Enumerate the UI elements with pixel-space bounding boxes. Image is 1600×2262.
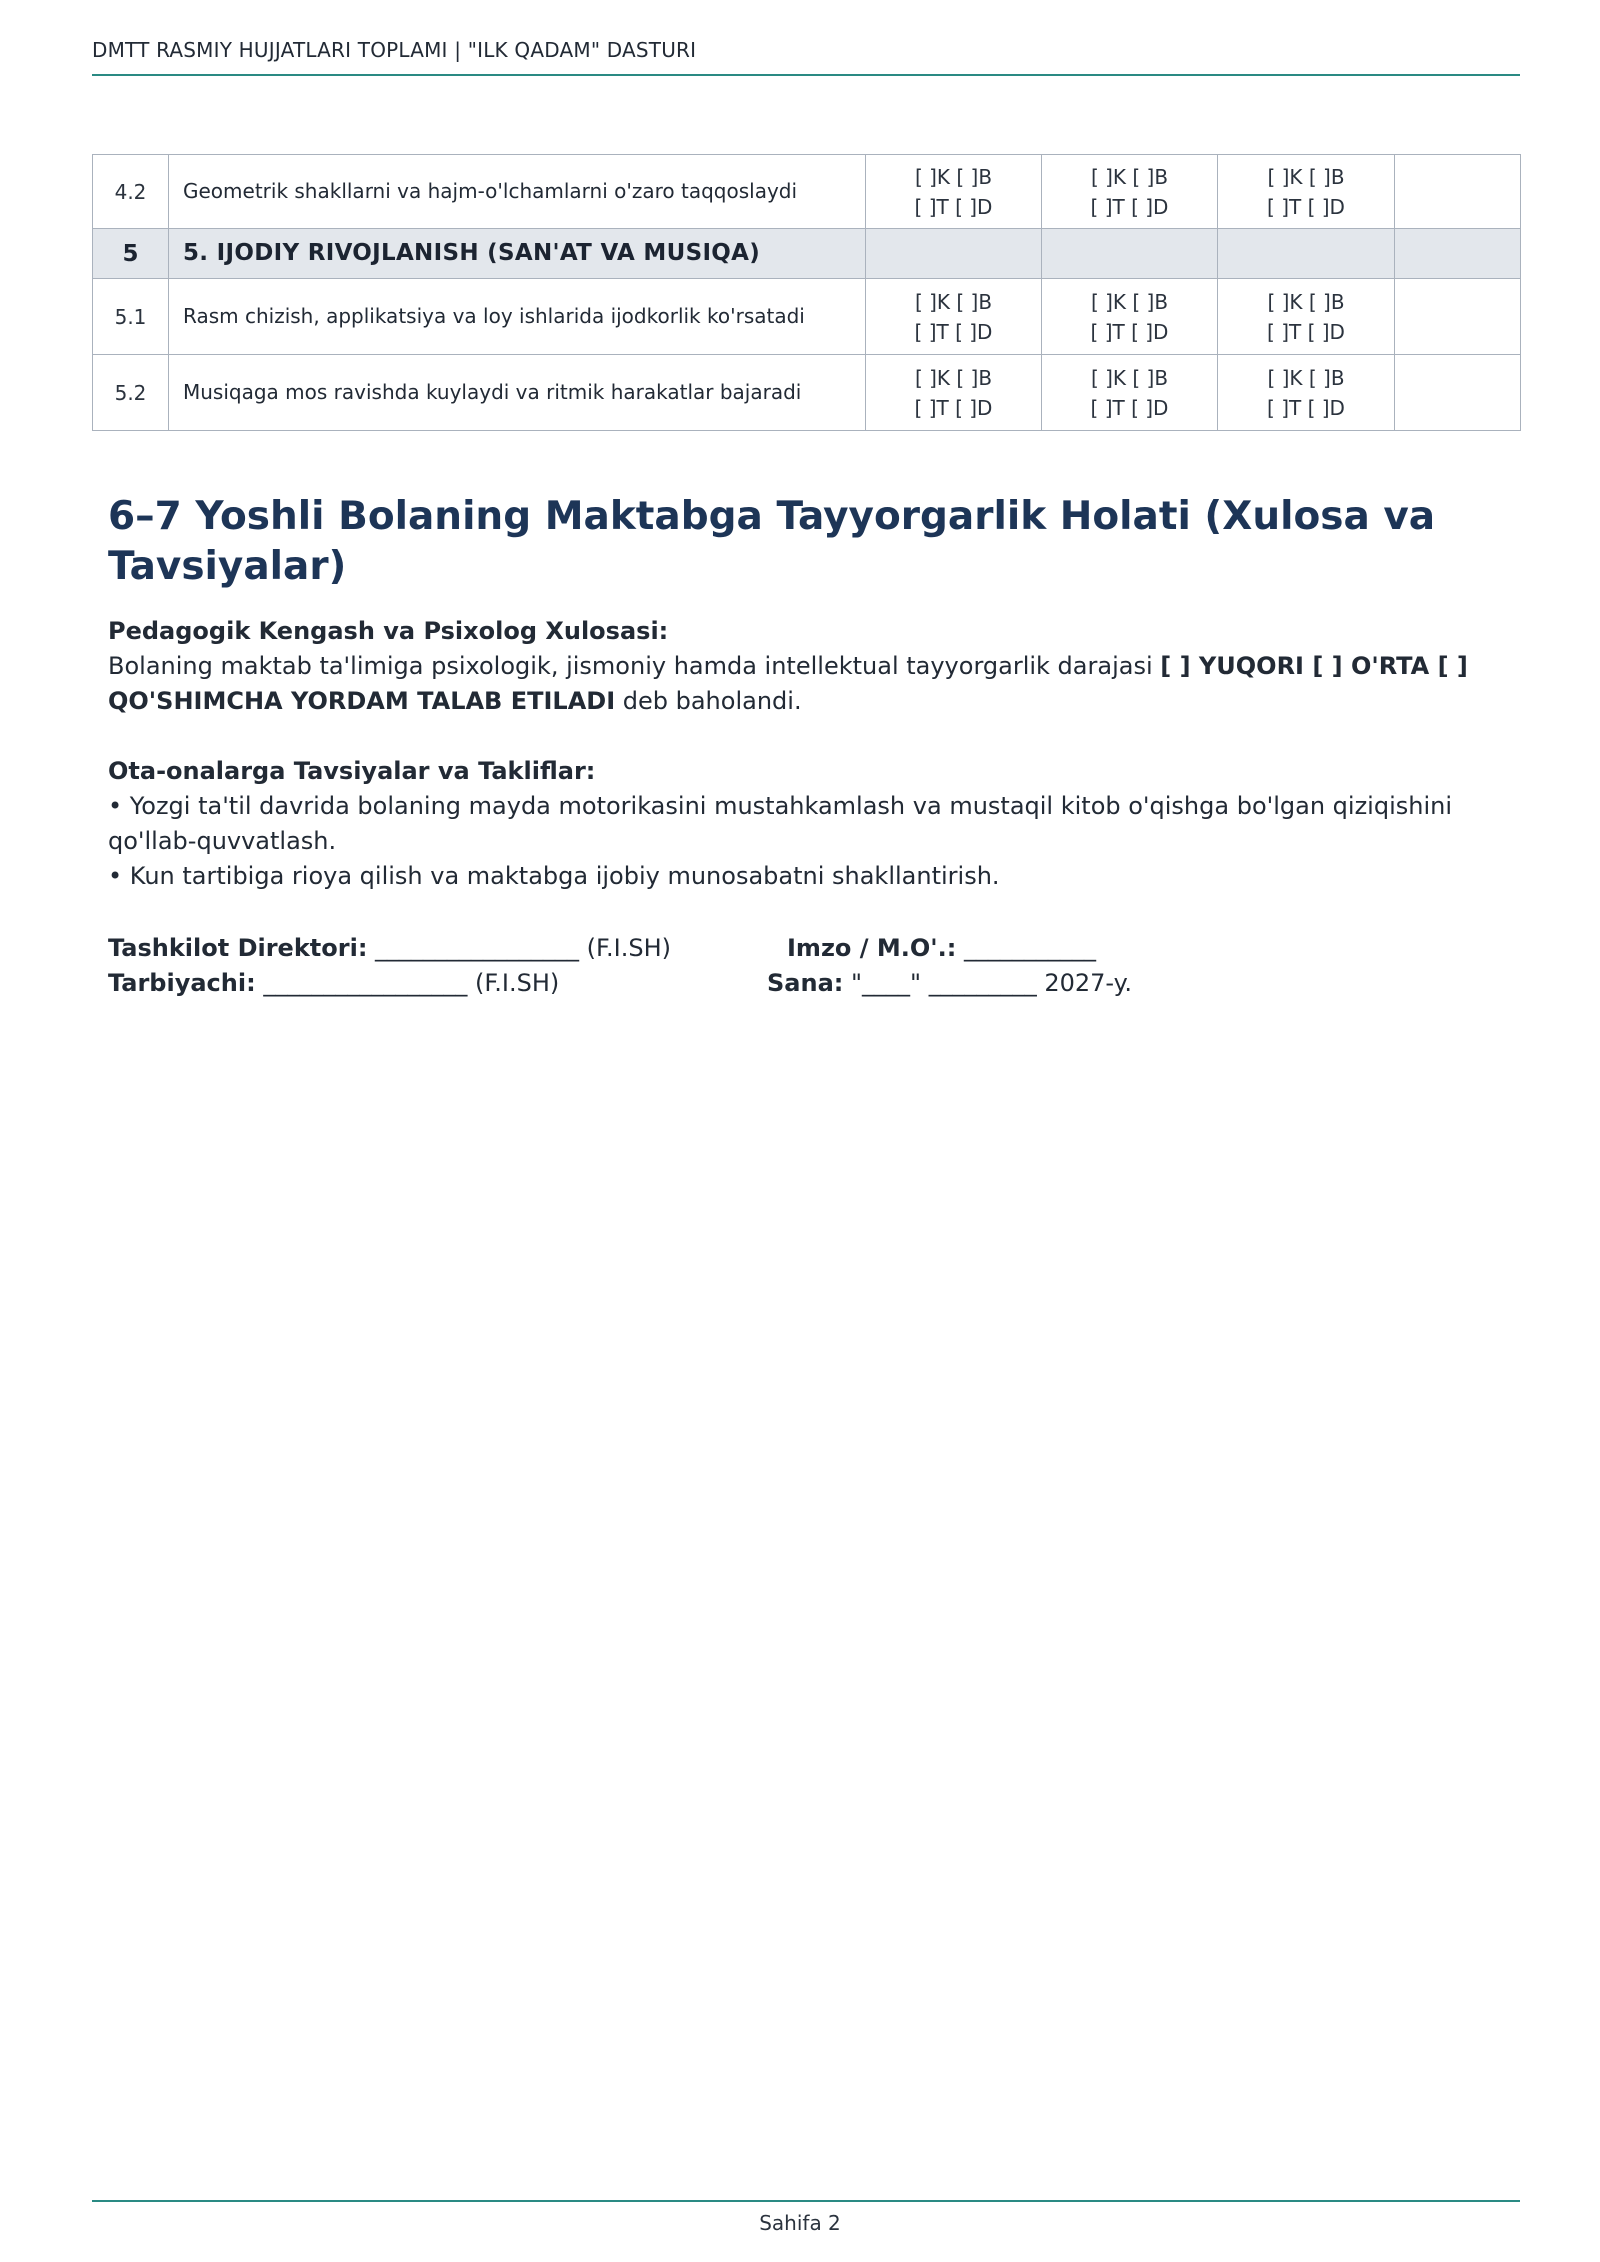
assessment-mark-cell[interactable] — [1042, 155, 1218, 229]
notes-cell[interactable] — [1395, 279, 1521, 355]
council-text-end: deb baholandi. — [615, 687, 802, 715]
assessment-mark-cell[interactable] — [1218, 155, 1395, 229]
row-description: Rasm chizish, applikatsiya va loy ishlarida ijodkorlik ko'rsatadi — [169, 279, 866, 355]
date-field[interactable] — [767, 966, 1132, 1001]
section-title: 5. IJODIY RIVOJLANISH (SAN'AT VA MUSIQA) — [169, 229, 866, 279]
date-label: Sana: — [767, 969, 844, 997]
table-row — [93, 155, 1521, 229]
council-heading: Pedagogik Kengash va Psixolog Xulosasi: — [108, 617, 669, 645]
mark-options-line: [ ]K [ ]B — [1267, 365, 1345, 390]
row-number: 4.2 — [93, 155, 169, 229]
teacher-name-line: _________________ (F.I.SH) — [255, 969, 560, 997]
mark-options-line: [ ]T [ ]D — [1267, 194, 1345, 219]
mark-options-line: [ ]T [ ]D — [914, 194, 993, 219]
director-name-line: _________________ (F.I.SH) — [367, 934, 671, 962]
row-description: Geometrik shakllarni va hajm-o'lchamlarni o'zaro taqqoslaydi — [169, 155, 866, 229]
assessment-mark-cell[interactable] — [866, 155, 1042, 229]
council-conclusion — [108, 614, 1508, 719]
mark-options-line: [ ]K [ ]B — [1090, 289, 1169, 314]
teacher-label: Tarbiyachi: — [108, 969, 256, 997]
section-number: 5 — [93, 229, 169, 279]
mark-options-line: [ ]K [ ]B — [914, 164, 993, 189]
mark-options-line: [ ]K [ ]B — [914, 289, 993, 314]
recommendation-item: • Kun tartibiga rioya qilish va maktabga ijobiy munosabatni shakllantirish. — [108, 862, 1000, 890]
notes-cell[interactable] — [1395, 355, 1521, 431]
row-number: 5.2 — [93, 355, 169, 431]
stamp-signature[interactable] — [787, 931, 1096, 966]
council-text-intro: Bolaning maktab ta'limiga psixologik, jismoniy hamda intellektual tayyorgarlik darajasi — [108, 652, 1161, 680]
conclusion-title: 6–7 Yoshli Bolaning Maktabga Tayyorgarlik Holati (Xulosa va Tavsiyalar) — [108, 494, 1436, 589]
mark-options-line: [ ]K [ ]B — [914, 365, 993, 390]
stamp-label: Imzo / M.O'.: — [787, 934, 957, 962]
mark-options-line: [ ]T [ ]D — [914, 319, 993, 344]
recommendations-heading: Ota-onalarga Tavsiyalar va Takliflar: — [108, 757, 596, 785]
mark-options-line: [ ]K [ ]B — [1267, 164, 1345, 189]
assessment-mark-cell[interactable] — [1218, 279, 1395, 355]
mark-options-line: [ ]T [ ]D — [1267, 319, 1345, 344]
mark-options-line: [ ]T [ ]D — [1090, 395, 1169, 420]
assessment-mark-cell[interactable] — [1042, 355, 1218, 431]
table-row — [93, 279, 1521, 355]
notes-cell[interactable] — [1395, 155, 1521, 229]
empty-cell — [1218, 229, 1395, 279]
council-text — [108, 649, 1508, 719]
assessment-mark-cell[interactable] — [1042, 279, 1218, 355]
director-signature[interactable] — [108, 931, 671, 966]
mark-options-line: [ ]K [ ]B — [1090, 164, 1169, 189]
assessment-mark-cell[interactable] — [1218, 355, 1395, 431]
mark-options-line: [ ]T [ ]D — [1090, 194, 1169, 219]
recommendation-item: • Yozgi ta'til davrida bolaning mayda motorikasini mustahkamlash va mustaqil kitob o'qishga bo'lgan qiziqishini qo'llab-quvvatlash. — [108, 792, 1453, 855]
assessment-mark-cell[interactable] — [866, 355, 1042, 431]
director-label: Tashkilot Direktori: — [108, 934, 368, 962]
mark-options-line: [ ]T [ ]D — [1090, 319, 1169, 344]
mark-options-line: [ ]T [ ]D — [1267, 395, 1345, 420]
footer-divider — [92, 2200, 1520, 2202]
mark-options-line: [ ]K [ ]B — [1090, 365, 1169, 390]
page-number: Sahifa 2 — [759, 2211, 841, 2235]
assessment-table — [92, 154, 1521, 431]
section-row — [93, 229, 1521, 279]
teacher-signature[interactable] — [108, 966, 559, 1001]
parent-recommendations — [108, 754, 1508, 894]
assessment-mark-cell[interactable] — [866, 279, 1042, 355]
row-number: 5.1 — [93, 279, 169, 355]
mark-options-line: [ ]K [ ]B — [1267, 289, 1345, 314]
header-divider — [92, 74, 1520, 76]
empty-cell — [1042, 229, 1218, 279]
readiness-options[interactable]: [ ] YUQORI [ ] O'RTA [ ] QO'SHIMCHA YORDAM TALAB ETILADI — [108, 652, 1468, 715]
empty-cell — [1395, 229, 1521, 279]
mark-options-line: [ ]T [ ]D — [914, 395, 993, 420]
document-header: DMTT RASMIY HUJJATLARI TOPLAMI | "ILK QADAM" DASTURI — [92, 38, 697, 62]
stamp-line: ___________ — [956, 934, 1096, 962]
empty-cell — [866, 229, 1042, 279]
date-line: "____" _________ 2027-y. — [843, 969, 1133, 997]
row-description: Musiqaga mos ravishda kuylaydi va ritmik harakatlar bajaradi — [169, 355, 866, 431]
table-row — [93, 355, 1521, 431]
